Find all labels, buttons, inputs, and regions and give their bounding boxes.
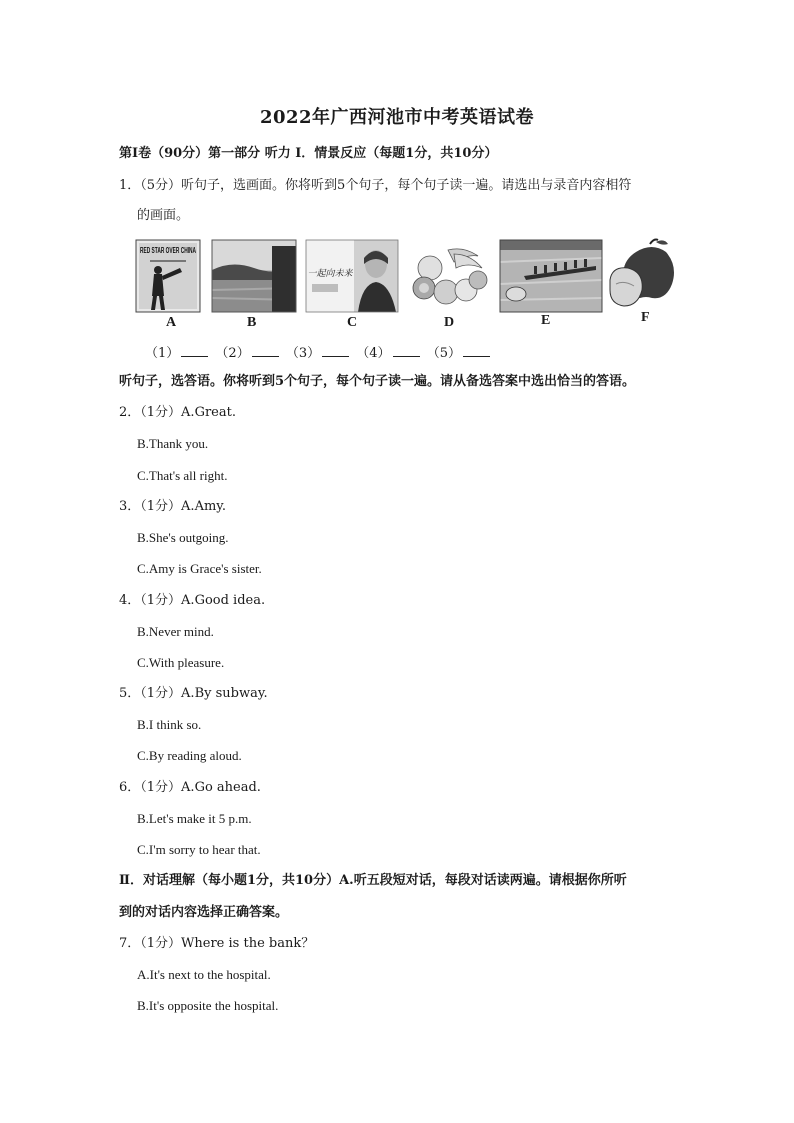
blank-label-2: （2） (215, 346, 250, 361)
exam-title: 2022年广西河池市中考英语试卷 (259, 107, 535, 128)
q1-instruction-line2: 的画面。 (137, 208, 190, 223)
calligraphy-text: 一起向未来 (307, 269, 353, 279)
picture-label-c: C (347, 315, 358, 330)
question-7-option-a: A.It's next to the hospital. (137, 967, 271, 982)
question-2-stem: 2．（1分）A.Great. (119, 405, 236, 420)
blank-label-3: （3） (285, 346, 321, 361)
instruction-choose-response: 听句子，选答语。你将听到5个句子，每个句子读一遍。请从备选答案中选出恰当的答语。 (119, 374, 636, 389)
answer-blank-3[interactable] (322, 346, 349, 357)
picture-f-apple (606, 236, 678, 308)
picture-label-f: F (641, 310, 650, 325)
question-3-option-c: C.Amy is Grace's sister. (137, 561, 262, 576)
blank-label-4: （4） (356, 346, 391, 361)
answer-blank-1[interactable] (181, 346, 208, 357)
book-cover-title: RED STAR OVER CHINA (140, 246, 197, 255)
question-7-stem: 7．（1分）Where is the bank？ (119, 936, 315, 951)
q1-instruction-line1: 1．（5分）听句子，选画面。你将听到5个句子，每个句子读一遍。请选出与录音内容相符 (119, 178, 632, 193)
question-2-option-b: B.Thank you. (137, 436, 209, 451)
q1-answer-blanks (145, 342, 493, 361)
q1-picture-row (136, 236, 681, 336)
section-header: 第Ⅰ卷（90分）第一部分 听力 Ⅰ．情景反应（每题1分，共10分） (119, 146, 498, 161)
blank-label-1: （1） (145, 346, 180, 361)
picture-label-b: B (247, 315, 257, 330)
question-6-option-b: B.Let's make it 5 p.m. (137, 811, 252, 826)
question-4-option-b: B.Never mind. (137, 624, 214, 639)
picture-label-e: E (541, 313, 551, 328)
section-2-header-line2: 到的对话内容选择正确答案。 (119, 905, 289, 920)
question-4-option-c: C.With pleasure. (137, 655, 225, 670)
picture-d-fruits (404, 240, 494, 312)
question-3-stem: 3．（1分）A.Amy. (119, 499, 227, 514)
question-5-stem: 5．（1分）A.By subway. (119, 686, 268, 701)
picture-b-river (212, 240, 296, 312)
picture-e-dragon-boat (500, 240, 602, 312)
blank-label-5: （5） (426, 346, 461, 361)
answer-blank-2[interactable] (252, 346, 279, 357)
question-6-option-c: C.I'm sorry to hear that. (137, 842, 261, 857)
question-3-option-b: B.She's outgoing. (137, 530, 229, 545)
picture-a-book (136, 240, 200, 312)
section-2-header-line1: Ⅱ．对话理解（每小题1分，共10分）A.听五段短对话，每段对话读两遍。请根据你所听 (119, 873, 627, 888)
question-5-option-c: C.By reading aloud. (137, 748, 242, 763)
question-2-option-c: C.That's all right. (137, 468, 228, 483)
picture-c-calligraphy-person (306, 240, 398, 312)
answer-blank-5[interactable] (463, 346, 490, 357)
picture-label-a: A (166, 315, 177, 330)
question-5-option-b: B.I think so. (137, 717, 202, 732)
answer-blank-4[interactable] (393, 346, 420, 357)
question-6-stem: 6．（1分）A.Go ahead. (119, 780, 261, 795)
question-7-option-b: B.It's opposite the hospital. (137, 998, 279, 1013)
question-4-stem: 4．（1分）A.Good idea. (119, 593, 266, 608)
picture-label-d: D (444, 315, 455, 330)
